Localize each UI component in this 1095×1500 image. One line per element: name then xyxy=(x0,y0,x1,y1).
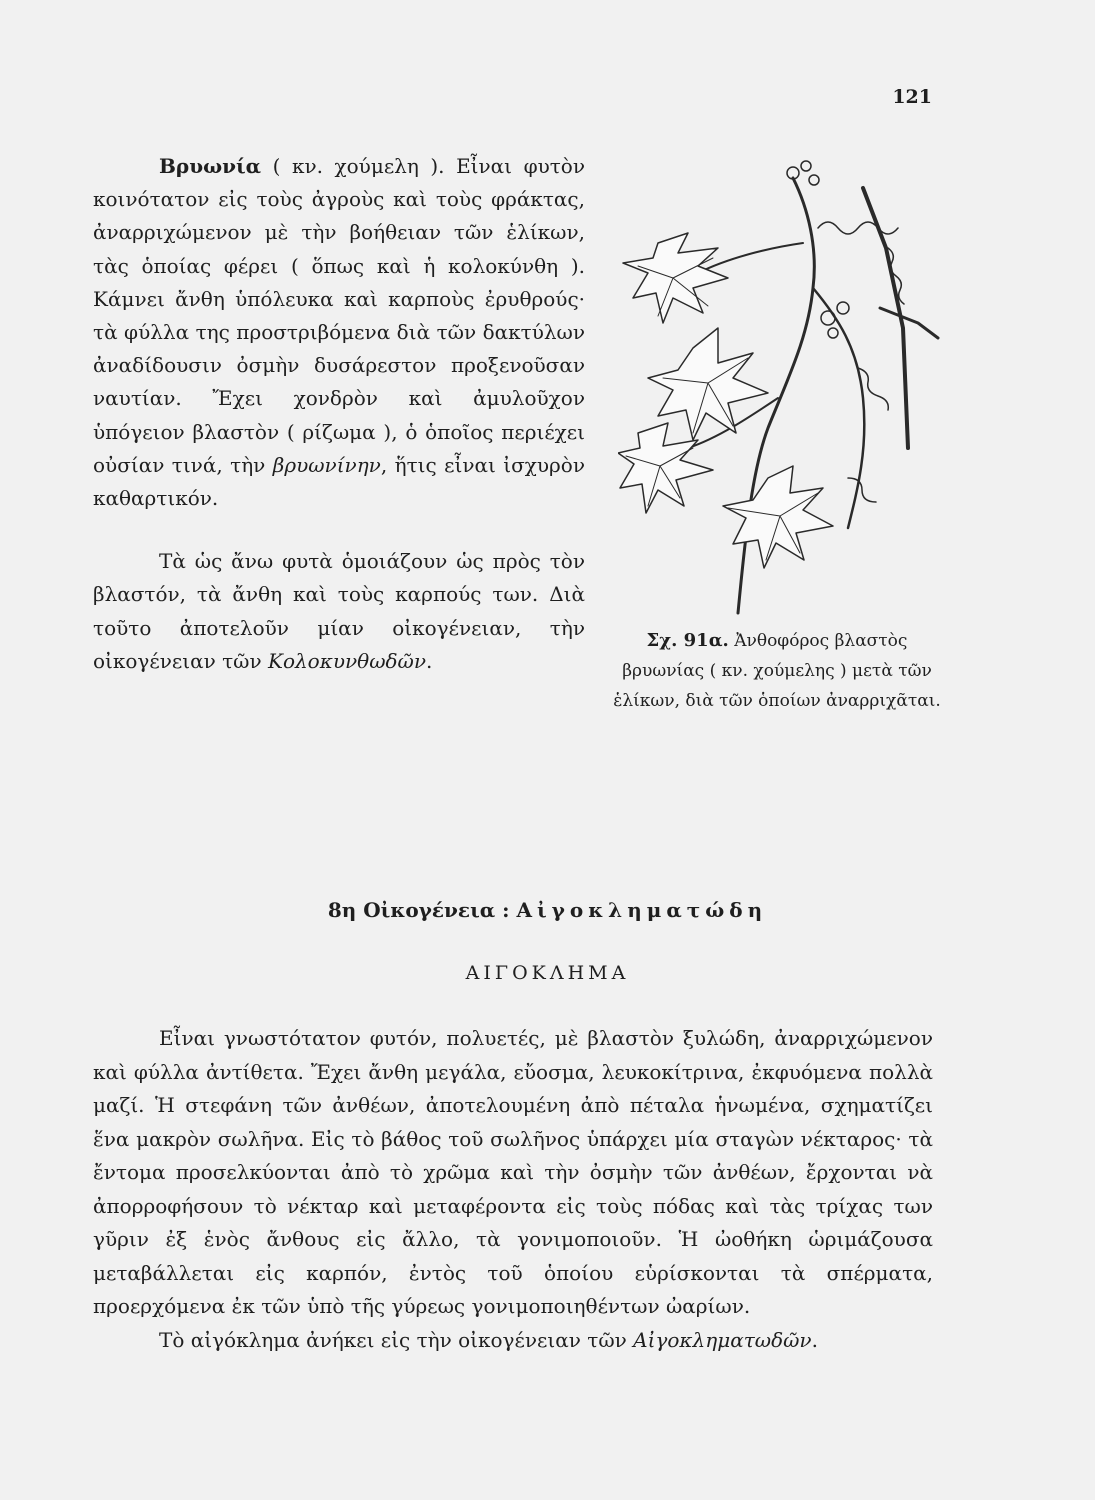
bryonia-paragraph-1 xyxy=(93,150,585,515)
flower xyxy=(809,175,819,185)
tendril xyxy=(818,222,898,234)
support-stake xyxy=(880,308,938,338)
family-heading-name: Αἰγοκληματώδη xyxy=(516,898,768,922)
aigoklima-family-name: Αἰγοκληματωδῶν xyxy=(633,1327,812,1352)
family-name: Κολοκυνθωδῶν xyxy=(268,648,427,673)
leaf xyxy=(623,233,728,323)
flower xyxy=(837,302,849,314)
bryonia-paragraph-2 xyxy=(93,545,585,678)
aigoklima-paragraph-1: Εἶναι γνωστότατον φυτόν, πολυετές, μὲ βλαστὸν ξυλώδη, ἀναρριχώμενον καὶ φύλλα ἀντίθετα. Ἔχει ἄνθη μεγάλα, εὔοσμα, λευκοκίτρινα, ἐκφυόμενα πολλὰ μαζί. Ἡ στεφάνη τῶν ἀνθέων, ἀποτελουμένη ἀπὸ πέταλα ἡνωμένα, σχηματίζει ἕνα μακρὸν σωλῆνα. Εἰς τὸ βάθος τοῦ σωλῆνος ὑπάρχει μία σταγὼν νέκταρος· τὰ ἔντομα προσελκύονται ἀπὸ τὸ χρῶμα καὶ τὴν ὀσμὴν τῶν ἀνθέων, ἔρχονται νὰ ἀπορροφήσουν τὸ νέκταρ καὶ μεταφέροντα εἰς τοὺς πόδας καὶ τὰς τρίχας των γῦριν ἐξ ἑνὸς ἄνθους εἰς ἄλλο, τὰ γονιμοποιοῦν. Ἡ ὠοθήκη ὡριμάζουσα μεταβάλλεται εἰς καρπόν, ἐντὸς τοῦ ὁποίου εὑρίσκονται τὰ σπέρματα, προερχόμενα ἐκ τῶν ὑπὸ τῆς γύρεως γονιμοποιηθέντων ὠαρίων. xyxy=(93,1026,933,1318)
aigoklima-paragraph-2 xyxy=(93,1324,933,1358)
figure-label: Σχ. 91α. xyxy=(646,630,729,651)
aigoklima-family-sentence-end: . xyxy=(811,1327,818,1352)
leaf xyxy=(723,466,833,568)
side-stem xyxy=(813,288,864,528)
flower xyxy=(801,161,811,171)
bryonia-section xyxy=(93,150,585,678)
aigoklima-section xyxy=(93,1022,933,1357)
figure-caption-text: Ἀνθοφόρος βλαστὸς βρυωνίας ( κν. χούμελης ) μετὰ τῶν ἑλίκων, διὰ τῶν ὁποίων ἀναρριχᾶται. xyxy=(613,631,941,711)
figure-caption xyxy=(612,626,942,716)
plant-title: ΑΙΓΟΚΛΗΜΑ xyxy=(465,962,630,984)
bryonia-illustration xyxy=(618,148,954,620)
leaf xyxy=(618,423,713,513)
family-sentence-end: . xyxy=(426,648,433,673)
tendril xyxy=(848,478,876,502)
aigoklima-family-sentence: Τὸ αἰγόκλημα ἀνήκει εἰς τὴν οἰκογένειαν τῶν xyxy=(159,1327,634,1352)
flower xyxy=(821,311,835,325)
page-number: 121 xyxy=(892,86,932,108)
side-stem xyxy=(698,243,803,273)
family-heading-prefix: 8η Οἰκογένεια : xyxy=(327,898,517,922)
family-sentence: Τὰ ὡς ἄνω φυτὰ ὁμοιάζουν ὡς πρὸς τὸν βλαστόν, τὰ ἄνθη καὶ τοὺς καρπούς των. Διὰ τοῦτο ἀποτελοῦν μίαν οἰκογένειαν, τὴν οἰκογένειαν τῶν xyxy=(93,549,585,673)
bryonia-description: ( κν. χούμελη ). Εἶναι φυτὸν κοινότατον εἰς τοὺς ἀγροὺς καὶ τοὺς φράκτας, ἀναρριχώμενον μὲ τὴν βοήθειαν τῶν ἑλίκων, τὰς ὁποίας φέρει ( ὅπως καὶ ἡ κολοκύνθη ). Κάμνει ἄνθη ὑπόλευκα καὶ καρποὺς ἐρυθρούς· τὰ φύλλα της προστριβόμενα διὰ τῶν δακτύλων ἀναδίδουσιν ὀσμὴν δυσάρεστον προξενοῦσαν ναυτίαν. Ἔχει χονδρὸν καὶ ἀμυλοῦχον ὑπόγειον βλαστὸν ( ρίζωμα ), ὁ ὁποῖος περιέχει οὐσίαν τινά, τὴν xyxy=(93,154,585,477)
flower xyxy=(828,328,838,338)
bryonine-term: βρυωνίνην xyxy=(272,452,381,477)
bryonia-description-end: , ἥτις εἶναι ἰσχυρὸν καθαρτικόν. xyxy=(93,452,585,511)
family-heading xyxy=(0,898,1095,922)
bryonia-name: Βρυωνία xyxy=(159,154,262,178)
